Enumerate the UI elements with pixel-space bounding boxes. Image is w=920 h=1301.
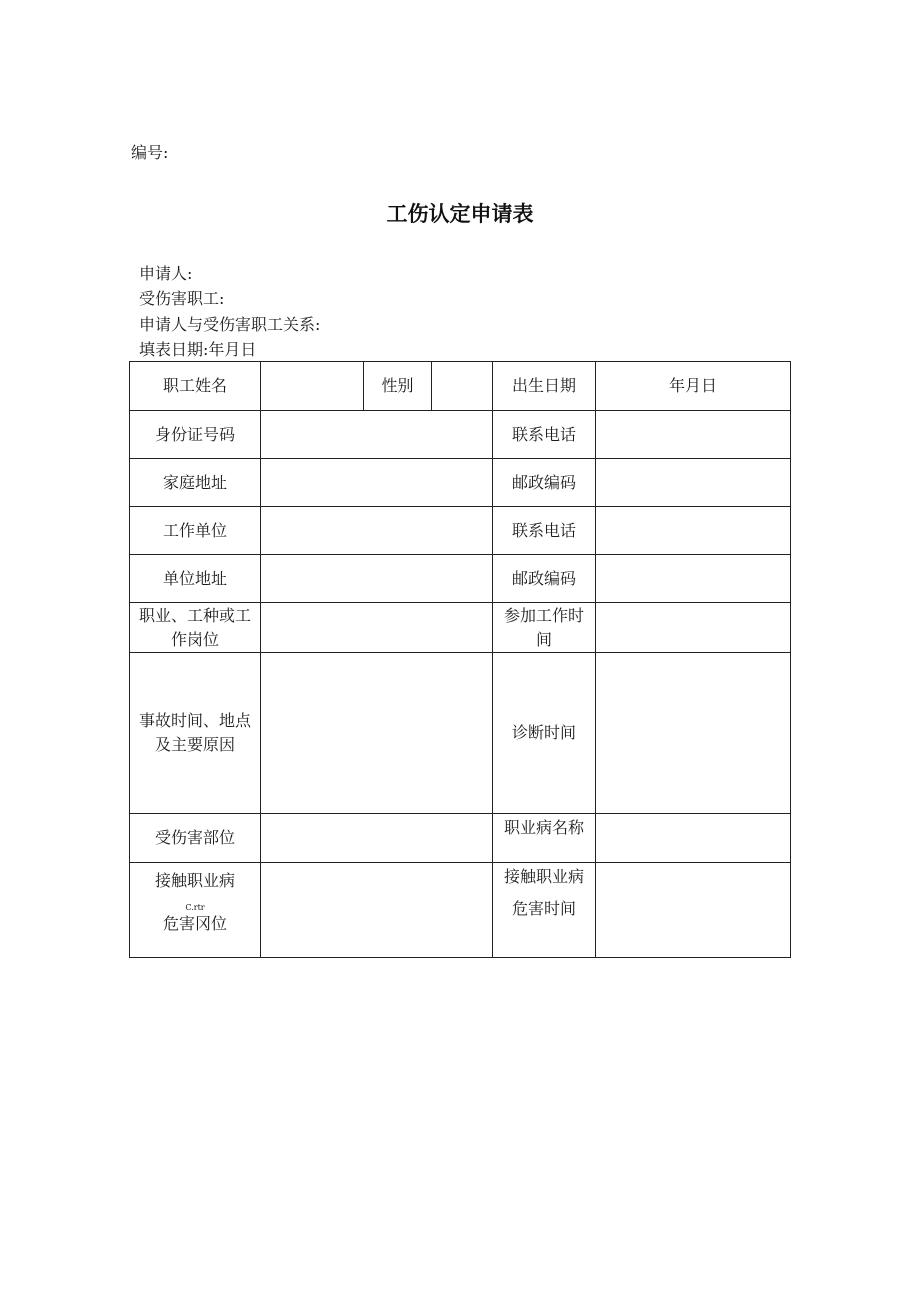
employer-phone-label: 联系电话 bbox=[493, 507, 596, 555]
diagnosis-time-label: 诊断时间 bbox=[493, 653, 596, 814]
worker-name-input[interactable] bbox=[261, 362, 364, 411]
phone-label: 联系电话 bbox=[493, 411, 596, 459]
relationship-field: 申请人与受伤害职工关系: bbox=[139, 314, 321, 334]
occupation-label: 职业、工种或工 作岗位 bbox=[130, 603, 261, 653]
injured-part-input[interactable] bbox=[261, 814, 493, 863]
table-row bbox=[130, 362, 791, 411]
applicant-field: 申请人: bbox=[139, 264, 193, 283]
employer-address-input[interactable] bbox=[261, 555, 493, 603]
table-row bbox=[130, 863, 791, 958]
table-row bbox=[130, 507, 791, 555]
gender-label: 性别 bbox=[364, 362, 432, 411]
scan-artifact-mark: C.rtr bbox=[185, 903, 205, 912]
worker-name-label: 职工姓名 bbox=[130, 362, 261, 411]
join-time-label: 参加工作时 间 bbox=[493, 603, 596, 653]
table-row bbox=[130, 459, 791, 507]
disease-name-input[interactable] bbox=[596, 814, 791, 863]
table-row bbox=[130, 411, 791, 459]
employer-postcode-label: 邮政编码 bbox=[493, 555, 596, 603]
table-row bbox=[130, 653, 791, 814]
injured-worker-field: 受伤害职工: bbox=[139, 289, 225, 309]
accident-label: 事故时间、地点 及主要原因 bbox=[130, 653, 261, 814]
occupation-input[interactable] bbox=[261, 603, 493, 653]
phone-input[interactable] bbox=[596, 411, 791, 459]
injured-part-label: 受伤害部位 bbox=[130, 814, 261, 863]
fill-date-field: 填表日期:年月日 bbox=[139, 339, 257, 359]
employer-label: 工作单位 bbox=[130, 507, 261, 555]
serial-number-label: 编号: bbox=[131, 143, 169, 162]
home-address-label: 家庭地址 bbox=[130, 459, 261, 507]
id-number-input[interactable] bbox=[261, 411, 493, 459]
form-meta-fields bbox=[139, 261, 320, 362]
birth-date-input[interactable]: 年月日 bbox=[596, 362, 791, 411]
gender-input[interactable] bbox=[432, 362, 493, 411]
id-number-label: 身份证号码 bbox=[130, 411, 261, 459]
exposure-post-label: 接触职业病 C.rtr 危害冈位 bbox=[130, 863, 261, 958]
disease-name-label: 职业病名称 bbox=[493, 814, 596, 863]
postcode-input[interactable] bbox=[596, 459, 791, 507]
table-row bbox=[130, 555, 791, 603]
exposure-time-input[interactable] bbox=[596, 863, 791, 958]
form-title: 工伤认定申请表 bbox=[386, 202, 534, 226]
exposure-time-label: 接触职业病 危害时间 bbox=[493, 863, 596, 958]
application-table bbox=[129, 361, 791, 958]
join-time-input[interactable] bbox=[596, 603, 791, 653]
home-address-input[interactable] bbox=[261, 459, 493, 507]
employer-postcode-input[interactable] bbox=[596, 555, 791, 603]
employer-phone-input[interactable] bbox=[596, 507, 791, 555]
postcode-label: 邮政编码 bbox=[493, 459, 596, 507]
table-row bbox=[130, 814, 791, 863]
employer-input[interactable] bbox=[261, 507, 493, 555]
diagnosis-time-input[interactable] bbox=[596, 653, 791, 814]
accident-input[interactable] bbox=[261, 653, 493, 814]
birth-date-label: 出生日期 bbox=[493, 362, 596, 411]
employer-address-label: 单位地址 bbox=[130, 555, 261, 603]
exposure-post-input[interactable] bbox=[261, 863, 493, 958]
table-row bbox=[130, 603, 791, 653]
